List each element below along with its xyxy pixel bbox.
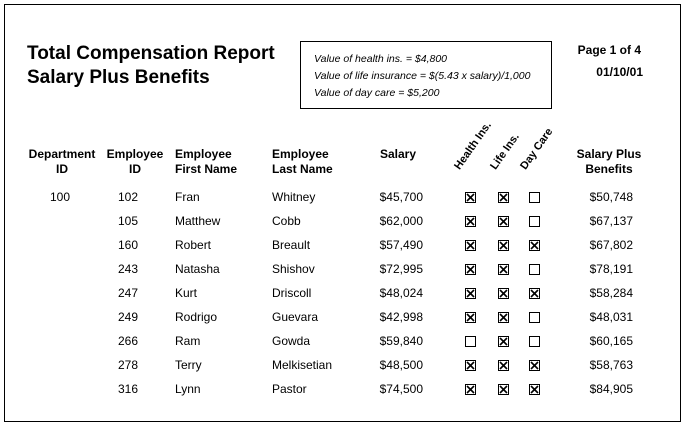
day-care-checkbox: [529, 240, 540, 251]
report-date: 01/10/01: [596, 65, 643, 79]
first-name: Ram: [175, 334, 201, 348]
header-day-care: Day Care: [518, 126, 556, 172]
life-ins-checkbox: [498, 192, 509, 203]
last-name: Pastor: [272, 382, 307, 396]
last-name: Shishov: [272, 262, 315, 276]
day-care-checkbox: [529, 384, 540, 395]
page-number: Page 1 of 4: [577, 43, 641, 57]
salary-plus-benefits: $78,191: [589, 262, 633, 276]
first-name: Matthew: [175, 214, 221, 228]
first-name: Rodrigo: [175, 310, 218, 324]
employee-id: 316: [118, 382, 139, 396]
salary: $45,700: [379, 190, 423, 204]
health-ins-checkbox: [465, 192, 476, 203]
salary: $72,995: [379, 262, 423, 276]
health-ins-checkbox: [465, 288, 476, 299]
first-name: Fran: [175, 190, 200, 204]
life-ins-checkbox: [498, 360, 509, 371]
employee-id: 102: [118, 190, 139, 204]
header-life-ins: Life Ins.: [488, 131, 522, 172]
employee-id: 243: [118, 262, 139, 276]
salary-plus-benefits: $58,763: [589, 358, 633, 372]
day-care-checkbox: [529, 336, 540, 347]
day-care-checkbox: [529, 264, 540, 275]
department-id-value: 100: [50, 190, 71, 204]
salary-plus-benefits: $58,284: [589, 286, 633, 300]
health-ins-checkbox: [465, 264, 476, 275]
health-ins-checkbox: [465, 312, 476, 323]
employee-id: 105: [118, 214, 139, 228]
last-name: Driscoll: [272, 286, 312, 300]
day-care-checkbox: [529, 288, 540, 299]
life-ins-checkbox: [498, 288, 509, 299]
health-ins-checkbox: [465, 216, 476, 227]
salary-plus-benefits: $48,031: [589, 310, 633, 324]
life-ins-checkbox: [498, 312, 509, 323]
employee-id: 266: [118, 334, 139, 348]
life-ins-checkbox: [498, 216, 509, 227]
last-name: Breault: [272, 238, 311, 252]
health-ins-checkbox: [465, 240, 476, 251]
report-subtitle: Salary Plus Benefits: [27, 67, 210, 88]
header-salary-plus-benefits: Salary Plus Benefits: [576, 147, 642, 176]
day-care-checkbox: [529, 192, 540, 203]
last-name: Cobb: [272, 214, 301, 228]
header-last-name: Employee Last Name: [272, 147, 333, 176]
salary-plus-benefits: $50,748: [589, 190, 633, 204]
life-ins-checkbox: [498, 264, 509, 275]
first-name: Robert: [175, 238, 212, 252]
salary: $59,840: [379, 334, 423, 348]
salary-plus-benefits: $60,165: [589, 334, 633, 348]
first-name: Lynn: [175, 382, 201, 396]
day-care-checkbox: [529, 312, 540, 323]
formula-life: Value of life insurance = $(5.43 x salary)/1,000: [314, 70, 531, 82]
employee-id: 247: [118, 286, 139, 300]
first-name: Terry: [175, 358, 202, 372]
employee-id: 249: [118, 310, 139, 324]
salary: $48,024: [379, 286, 423, 300]
formula-daycare: Value of day care = $5,200: [314, 87, 440, 99]
life-ins-checkbox: [498, 384, 509, 395]
health-ins-checkbox: [465, 384, 476, 395]
day-care-checkbox: [529, 360, 540, 371]
first-name: Kurt: [175, 286, 198, 300]
last-name: Melkisetian: [272, 358, 333, 372]
header-department-id: Department ID: [28, 147, 96, 176]
day-care-checkbox: [529, 216, 540, 227]
formula-box: [300, 41, 552, 109]
health-ins-checkbox: [465, 336, 476, 347]
last-name: Gowda: [272, 334, 311, 348]
salary: $57,490: [379, 238, 423, 252]
header-employee-id: Employee ID: [106, 147, 164, 176]
employee-id: 278: [118, 358, 139, 372]
life-ins-checkbox: [498, 240, 509, 251]
employee-id: 160: [118, 238, 139, 252]
salary-plus-benefits: $84,905: [589, 382, 633, 396]
formula-health: Value of health ins. = $4,800: [314, 53, 448, 65]
last-name: Guevara: [272, 310, 319, 324]
header-health-ins: Health Ins.: [452, 119, 494, 172]
salary: $42,998: [379, 310, 423, 324]
salary: $74,500: [379, 382, 423, 396]
salary-plus-benefits: $67,137: [589, 214, 633, 228]
health-ins-checkbox: [465, 360, 476, 371]
header-first-name: Employee First Name: [175, 147, 238, 176]
header-salary: Salary: [380, 147, 417, 161]
salary: $48,500: [379, 358, 423, 372]
salary: $62,000: [379, 214, 423, 228]
last-name: Whitney: [272, 190, 316, 204]
report-title: Total Compensation Report: [27, 43, 275, 64]
salary-plus-benefits: $67,802: [589, 238, 633, 252]
first-name: Natasha: [175, 262, 220, 276]
life-ins-checkbox: [498, 336, 509, 347]
